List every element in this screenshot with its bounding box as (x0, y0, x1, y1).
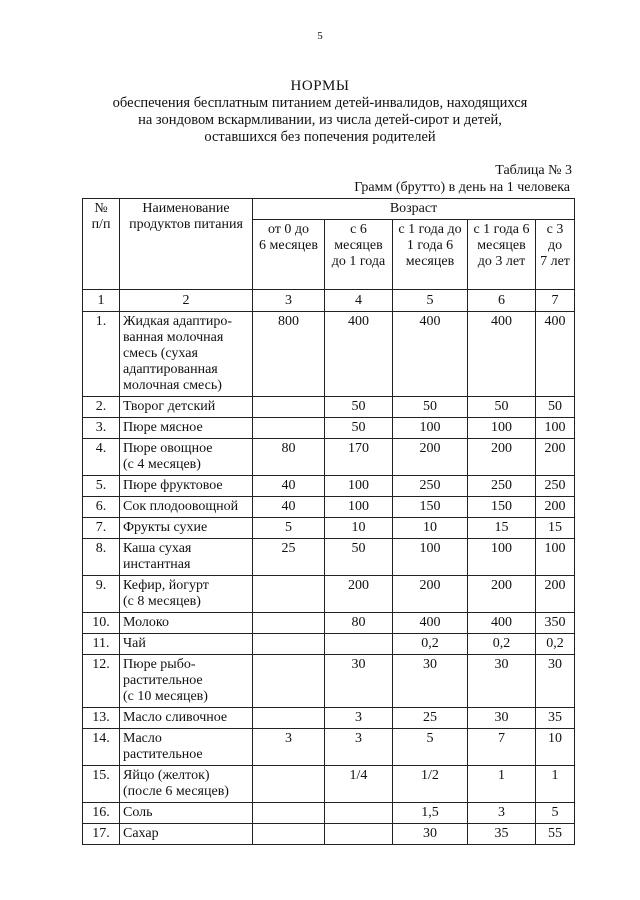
row-number: 14. (83, 729, 120, 766)
norm-value: 3 (325, 729, 393, 766)
product-name-line: Яйцо (желток) (123, 768, 210, 783)
product-name (120, 634, 253, 655)
product-name-line: Пюре мясное (123, 420, 203, 435)
header-text: до 3 лет (477, 254, 526, 269)
product-name (120, 803, 253, 824)
norm-value: 25 (393, 708, 468, 729)
norm-value: 3 (253, 729, 325, 766)
header-text: 7 лет (540, 254, 570, 269)
product-name (120, 729, 253, 766)
header-number (83, 199, 120, 290)
norm-value (325, 634, 393, 655)
header-text: продуктов питания (129, 217, 243, 232)
table-row (83, 803, 575, 824)
product-name (120, 476, 253, 497)
heading-line: оставшихся без попечения родителей (204, 129, 436, 145)
document-heading (0, 78, 640, 146)
norm-value: 15 (468, 518, 536, 539)
norm-value: 40 (253, 476, 325, 497)
row-number: 17. (83, 824, 120, 845)
product-name-line: Пюре фруктовое (123, 478, 223, 493)
row-number: 13. (83, 708, 120, 729)
table-row (83, 729, 575, 766)
product-name (120, 655, 253, 708)
table-number: Таблица № 3 (495, 163, 572, 178)
product-name (120, 418, 253, 439)
norm-value: 400 (393, 613, 468, 634)
column-index: 3 (253, 290, 325, 312)
header-age-4 (536, 220, 575, 290)
header-row (83, 199, 575, 220)
product-name-line: Каша сухая (123, 541, 192, 556)
product-name-line: Масло сливочное (123, 710, 228, 725)
unit-note: Грамм (брутто) в день на 1 человека (354, 180, 570, 195)
product-name-line: адаптированная (123, 362, 218, 377)
product-name-line: Жидкая адаптиро- (123, 314, 233, 329)
product-name (120, 613, 253, 634)
norm-value: 10 (536, 729, 575, 766)
norm-value: 170 (325, 439, 393, 476)
norm-value: 200 (536, 497, 575, 518)
header-age: Возраст (253, 199, 575, 220)
norm-value: 200 (325, 576, 393, 613)
norm-value: 200 (536, 576, 575, 613)
header-text: с 6 (350, 222, 367, 237)
table-row (83, 439, 575, 476)
norms-table (82, 198, 575, 845)
norm-value: 100 (393, 418, 468, 439)
norm-value: 50 (468, 397, 536, 418)
header-text: 1 года 6 (406, 238, 454, 253)
column-index: 7 (536, 290, 575, 312)
header-text: с 1 года до (398, 222, 462, 237)
norm-value: 400 (393, 312, 468, 397)
product-name (120, 576, 253, 613)
product-name-line: Масло (123, 731, 162, 746)
norm-value: 100 (393, 539, 468, 576)
product-name-line: (с 10 месяцев) (123, 689, 208, 704)
norm-value: 25 (253, 539, 325, 576)
norm-value: 0,2 (536, 634, 575, 655)
product-name (120, 708, 253, 729)
norm-value: 80 (253, 439, 325, 476)
page-number: 5 (317, 30, 323, 42)
norm-value: 0,2 (468, 634, 536, 655)
row-number: 16. (83, 803, 120, 824)
norm-value: 35 (468, 824, 536, 845)
norm-value: 10 (393, 518, 468, 539)
table-row (83, 518, 575, 539)
header-text: с 1 года 6 (473, 222, 530, 237)
norm-value (253, 803, 325, 824)
norm-value: 200 (536, 439, 575, 476)
norm-value: 30 (393, 655, 468, 708)
norm-value (325, 803, 393, 824)
norm-value (253, 418, 325, 439)
table-row (83, 655, 575, 708)
norm-value: 250 (468, 476, 536, 497)
product-name-line: ванная молочная (123, 330, 224, 345)
norm-value: 30 (468, 708, 536, 729)
norm-value: 250 (393, 476, 468, 497)
norm-value: 400 (536, 312, 575, 397)
norm-value: 30 (325, 655, 393, 708)
header-text: от 0 до (267, 222, 310, 237)
product-name-line: смесь (сухая (123, 346, 198, 361)
column-index: 1 (83, 290, 120, 312)
header-text: месяцев (334, 238, 383, 253)
column-index: 4 (325, 290, 393, 312)
product-name-line: инстантная (123, 557, 191, 572)
product-name (120, 497, 253, 518)
norm-value: 150 (393, 497, 468, 518)
row-number: 11. (83, 634, 120, 655)
norm-value: 1,5 (393, 803, 468, 824)
header-age-1 (325, 220, 393, 290)
heading-line: обеспечения бесплатным питанием детей-инвалидов, находящихся (112, 95, 528, 111)
row-number: 4. (83, 439, 120, 476)
norm-value: 40 (253, 497, 325, 518)
norm-value: 350 (536, 613, 575, 634)
product-name-line: (с 8 месяцев) (123, 594, 201, 609)
table-row (83, 397, 575, 418)
table-row (83, 766, 575, 803)
product-name-line: Пюре овощное (123, 441, 213, 456)
norm-value: 5 (393, 729, 468, 766)
norm-value: 1 (536, 766, 575, 803)
row-number: 10. (83, 613, 120, 634)
product-name-line: Сок плодоовощной (123, 499, 239, 514)
norm-value: 80 (325, 613, 393, 634)
product-name-line: молочная смесь) (123, 378, 222, 393)
norm-value: 100 (536, 539, 575, 576)
table-row (83, 824, 575, 845)
product-name-line: растительное (123, 673, 203, 688)
product-name-line: Чай (123, 636, 146, 651)
row-number: 9. (83, 576, 120, 613)
norm-value: 200 (468, 439, 536, 476)
norm-value: 100 (325, 497, 393, 518)
header-text: № (94, 201, 108, 216)
norm-value (253, 766, 325, 803)
norm-value (253, 634, 325, 655)
norm-value: 1/2 (393, 766, 468, 803)
header-text: до 1 года (331, 254, 386, 269)
norm-value: 50 (325, 397, 393, 418)
norm-value: 5 (536, 803, 575, 824)
row-number: 1. (83, 312, 120, 397)
norm-value: 3 (325, 708, 393, 729)
norm-value: 400 (468, 312, 536, 397)
row-number: 6. (83, 497, 120, 518)
norm-value: 200 (393, 576, 468, 613)
column-index: 6 (468, 290, 536, 312)
table-body (83, 312, 575, 845)
row-number: 3. (83, 418, 120, 439)
row-number: 5. (83, 476, 120, 497)
column-index: 2 (120, 290, 253, 312)
norm-value: 100 (536, 418, 575, 439)
row-number: 2. (83, 397, 120, 418)
product-name-line: Молоко (123, 615, 169, 630)
product-name-line: Творог детский (123, 399, 216, 414)
norm-value (253, 576, 325, 613)
header-text: 6 месяцев (259, 238, 318, 253)
norm-value: 1 (468, 766, 536, 803)
table-row (83, 708, 575, 729)
table-row (83, 497, 575, 518)
header-text: месяцев (405, 254, 455, 269)
norm-value: 400 (325, 312, 393, 397)
norm-value: 15 (536, 518, 575, 539)
norm-value (253, 397, 325, 418)
product-name (120, 766, 253, 803)
table-row (83, 576, 575, 613)
header-product-name (120, 199, 253, 290)
product-name (120, 312, 253, 397)
header-age-3 (468, 220, 536, 290)
norm-value: 250 (536, 476, 575, 497)
header-text: месяцев (477, 238, 526, 253)
norm-value: 55 (536, 824, 575, 845)
norm-value (253, 824, 325, 845)
norm-value: 10 (325, 518, 393, 539)
product-name-line: Сахар (123, 826, 159, 841)
norm-value: 1/4 (325, 766, 393, 803)
table-row (83, 539, 575, 576)
header-text: п/п (91, 217, 111, 232)
norm-value (253, 613, 325, 634)
row-number: 7. (83, 518, 120, 539)
norm-value: 50 (536, 397, 575, 418)
row-number: 15. (83, 766, 120, 803)
norm-value: 50 (325, 418, 393, 439)
row-number: 8. (83, 539, 120, 576)
column-index-row (83, 290, 575, 312)
product-name-line: Кефир, йогурт (123, 578, 209, 593)
norm-value: 0,2 (393, 634, 468, 655)
norm-value: 30 (536, 655, 575, 708)
row-number: 12. (83, 655, 120, 708)
norm-value (253, 655, 325, 708)
header-age-2 (393, 220, 468, 290)
norm-value: 800 (253, 312, 325, 397)
norm-value: 35 (536, 708, 575, 729)
norm-value: 400 (468, 613, 536, 634)
product-name (120, 824, 253, 845)
product-name-line: растительное (123, 747, 203, 762)
product-name-line: Пюре рыбо- (123, 657, 196, 672)
norm-value (325, 824, 393, 845)
norm-value: 100 (468, 539, 536, 576)
product-name-line: (с 4 месяцев) (123, 457, 201, 472)
header-text: с 3 до (546, 222, 564, 253)
norm-value: 5 (253, 518, 325, 539)
table-row (83, 312, 575, 397)
norm-value: 200 (468, 576, 536, 613)
header-text: Наименование (142, 201, 230, 216)
heading-line: на зондовом вскармливании, из числа детей-сирот и детей, (138, 112, 502, 128)
product-name (120, 439, 253, 476)
norm-value: 100 (325, 476, 393, 497)
norm-value: 100 (468, 418, 536, 439)
product-name (120, 518, 253, 539)
product-name-line: (после 6 месяцев) (123, 784, 229, 799)
norm-value: 3 (468, 803, 536, 824)
column-index: 5 (393, 290, 468, 312)
heading-title: НОРМЫ (290, 78, 350, 94)
table-row (83, 476, 575, 497)
norm-value: 50 (325, 539, 393, 576)
norm-value: 150 (468, 497, 536, 518)
table-row (83, 634, 575, 655)
norm-value: 30 (468, 655, 536, 708)
norm-value (253, 708, 325, 729)
product-name (120, 539, 253, 576)
table-row (83, 418, 575, 439)
norm-value: 200 (393, 439, 468, 476)
norm-value: 7 (468, 729, 536, 766)
header-age-0 (253, 220, 325, 290)
norm-value: 50 (393, 397, 468, 418)
product-name (120, 397, 253, 418)
norm-value: 30 (393, 824, 468, 845)
product-name-line: Соль (123, 805, 153, 820)
table-row (83, 613, 575, 634)
product-name-line: Фрукты сухие (123, 520, 208, 535)
